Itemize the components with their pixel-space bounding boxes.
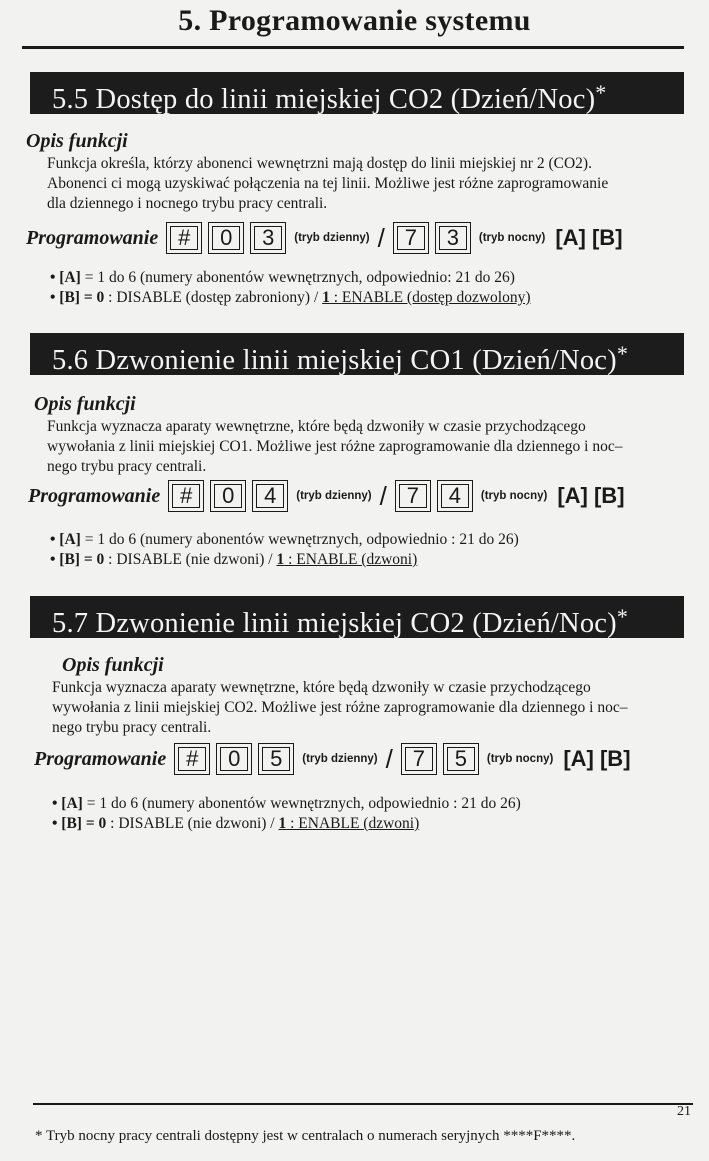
bullet-a-text: = 1 do 6 (numery abonentów wewnętrznych, odpowiednio: 21 do 26) — [80, 269, 515, 286]
title-divider — [22, 46, 684, 49]
parameters-ab: [A] [B] — [555, 225, 623, 250]
section-header — [30, 333, 684, 375]
description-line: dla dziennego i nocnego trybu pracy centrali. — [47, 195, 328, 212]
programming-sequence — [34, 741, 631, 777]
key-digit: 4 — [252, 480, 288, 512]
bullet-b-key: • [B] = 0 — [50, 289, 105, 306]
bullet-b-enable: : ENABLE (dostęp dozwolony) — [329, 289, 531, 306]
programming-label: Programowanie — [28, 484, 161, 507]
bullet-a — [50, 268, 670, 288]
asterisk-mark: * — [595, 80, 607, 105]
night-mode-label: (tryb nocny) — [480, 490, 548, 502]
parameter-notes — [50, 530, 670, 570]
footnote: * Tryb nocny pracy centrali dostępny jest w centralach o numerach seryjnych ****F****. — [35, 1128, 576, 1144]
description-line: wywołania z linii miejskiej CO1. Możliwe jest różne zaprogramowanie dla dziennego i noc– — [47, 438, 623, 455]
key-hash: # — [168, 480, 204, 512]
description-line: nego trybu pracy centrali. — [52, 719, 212, 736]
day-mode-label: (tryb dzienny) — [294, 232, 370, 244]
key-digit: 5 — [443, 743, 479, 775]
function-description-title: Opis funkcji — [62, 654, 164, 676]
key-digit: 7 — [395, 480, 431, 512]
bullet-a-text: = 1 do 6 (numery abonentów wewnętrznych, odpowiednio : 21 do 26) — [82, 795, 521, 812]
bullet-a — [52, 794, 672, 814]
chapter-title: 5. Programowanie systemu — [178, 4, 531, 37]
footer-divider — [33, 1103, 693, 1105]
section-header — [30, 72, 684, 114]
bullet-b-enable: : ENABLE (dzwoni) — [284, 551, 418, 568]
key-digit: 3 — [250, 222, 286, 254]
page-number: 21 — [677, 1104, 691, 1119]
day-mode-label: (tryb dzienny) — [302, 753, 378, 765]
section-header-text: 5.7 Dzwonienie linii miejskiej CO2 (Dzień/Noc) — [52, 608, 617, 638]
key-digit: 7 — [401, 743, 437, 775]
description-line: Abonenci ci mogą uzyskiwać połączenia na tej linii. Możliwe jest różne zaprogramowanie — [47, 175, 609, 192]
parameters-ab: [A] [B] — [557, 483, 625, 508]
programming-sequence — [26, 220, 623, 256]
programming-label: Programowanie — [34, 747, 167, 770]
programming-label: Programowanie — [26, 226, 159, 249]
description-line: nego trybu pracy centrali. — [47, 458, 207, 475]
slash-separator: / — [385, 743, 393, 774]
slash-separator: / — [379, 480, 387, 511]
day-mode-label: (tryb dzienny) — [296, 490, 372, 502]
bullet-b — [52, 814, 672, 834]
key-digit: 4 — [437, 480, 473, 512]
key-digit: 3 — [435, 222, 471, 254]
bullet-b-key: • [B] = 0 — [50, 551, 105, 568]
bullet-b-enable: : ENABLE (dzwoni) — [286, 815, 420, 832]
asterisk-mark: * — [616, 604, 629, 629]
bullet-b-one: 1 — [322, 289, 330, 306]
bullet-b-one: 1 — [278, 815, 287, 832]
function-description — [52, 678, 672, 738]
asterisk-mark: * — [616, 341, 629, 366]
description-line: wywołania z linii miejskiej CO2. Możliwe jest różne zaprogramowanie dla dziennego i noc– — [52, 699, 628, 716]
bullet-a — [50, 530, 670, 550]
function-description-title: Opis funkcji — [26, 130, 128, 152]
bullet-b-text: : DISABLE (dostęp zabroniony) / — [104, 289, 323, 306]
key-digit: 0 — [208, 222, 244, 254]
key-digit: 0 — [210, 480, 246, 512]
parameter-notes — [50, 268, 670, 308]
section-header-text: 5.5 Dostęp do linii miejskiej CO2 (Dzień/Noc) — [52, 84, 596, 114]
bullet-b — [50, 288, 670, 308]
function-description — [47, 417, 667, 477]
programming-sequence — [28, 478, 625, 514]
bullet-b-text: : DISABLE (nie dzwoni) / — [106, 815, 279, 832]
slash-separator: / — [377, 222, 385, 253]
bullet-a-text: = 1 do 6 (numery abonentów wewnętrznych, odpowiednio : 21 do 26) — [80, 531, 519, 548]
key-digit: 5 — [258, 743, 294, 775]
key-hash: # — [166, 222, 202, 254]
bullet-a-key: • [A] — [50, 531, 81, 548]
description-line: Funkcja wyznacza aparaty wewnętrzne, które będą dzwoniły w czasie przychodzącego — [52, 679, 591, 696]
night-mode-label: (tryb nocny) — [478, 232, 546, 244]
bullet-a-key: • [A] — [50, 269, 81, 286]
description-line: Funkcja wyznacza aparaty wewnętrzne, które będą dzwoniły w czasie przychodzącego — [47, 418, 586, 435]
parameter-notes — [52, 794, 672, 834]
section-header — [30, 596, 684, 638]
key-digit: 0 — [216, 743, 252, 775]
night-mode-label: (tryb nocny) — [486, 753, 554, 765]
key-hash: # — [174, 743, 210, 775]
parameters-ab: [A] [B] — [563, 746, 631, 771]
bullet-a-key: • [A] — [52, 795, 83, 812]
section-header-text: 5.6 Dzwonienie linii miejskiej CO1 (Dzień/Noc) — [52, 345, 617, 375]
description-line: Funkcja określa, którzy abonenci wewnętrzni mają dostęp do linii miejskiej nr 2 (CO2). — [47, 155, 592, 172]
bullet-b-one: 1 — [276, 551, 285, 568]
bullet-b — [50, 550, 670, 570]
bullet-b-key: • [B] = 0 — [52, 815, 107, 832]
key-digit: 7 — [393, 222, 429, 254]
function-description-title: Opis funkcji — [34, 393, 136, 415]
bullet-b-text: : DISABLE (nie dzwoni) / — [104, 551, 277, 568]
function-description — [47, 154, 667, 214]
